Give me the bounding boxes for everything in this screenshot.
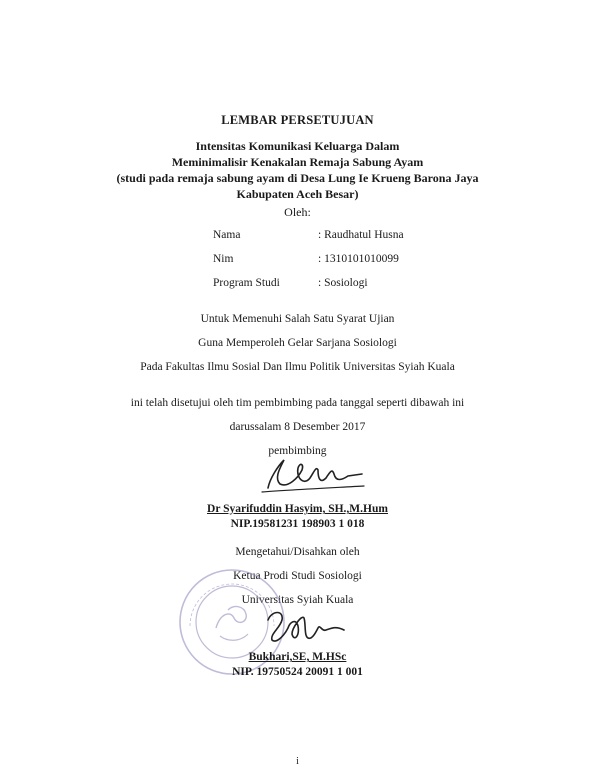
purpose-line-1: Untuk Memenuhi Salah Satu Syarat Ujian xyxy=(200,313,395,325)
field-value-nim: : 1310101010099 xyxy=(318,253,399,265)
field-label-nim: Nim xyxy=(213,253,234,265)
field-value-program-studi: : Sosiologi xyxy=(318,277,368,289)
acknowledgement-line-3: Universitas Syiah Kuala xyxy=(241,594,354,606)
oleh-label: Oleh: xyxy=(284,205,311,219)
supervisor-name: Dr Syarifuddin Hasyim, SH.,M.Hum xyxy=(207,503,388,515)
approval-statement: ini telah disetujui oleh tim pembimbing pada tanggal seperti dibawah ini xyxy=(130,397,465,409)
field-label-nama: Nama xyxy=(213,229,241,241)
acknowledgement-line-2: Ketua Prodi Studi Sosiologi xyxy=(233,570,362,582)
head-of-program-nip: NIP. 19750524 20091 1 001 xyxy=(232,666,363,678)
field-value-nama: : Raudhatul Husna xyxy=(318,229,404,241)
place-date: darussalam 8 Desember 2017 xyxy=(229,421,366,433)
supervisor-role: pembimbing xyxy=(268,445,327,457)
head-of-program-signature xyxy=(262,604,352,652)
acknowledgement-line-1: Mengetahui/Disahkan oleh xyxy=(235,546,360,558)
purpose-line-2: Guna Memperoleh Gelar Sarjana Sosiologi xyxy=(198,337,397,349)
supervisor-signature xyxy=(258,448,368,496)
thesis-title-line-3: (studi pada remaja sabung ayam di Desa Lung Ie Krueng Barona Jaya xyxy=(116,171,479,185)
field-label-program-studi: Program Studi xyxy=(213,277,280,289)
thesis-title-line-4: Kabupaten Aceh Besar) xyxy=(236,187,359,201)
thesis-title-line-1: Intensitas Komunikasi Keluarga Dalam xyxy=(195,139,400,153)
purpose-line-3: Pada Fakultas Ilmu Sosial Dan Ilmu Politik Universitas Syiah Kuala xyxy=(140,361,455,373)
thesis-title-line-2: Meminimalisir Kenakalan Remaja Sabung Ayam xyxy=(171,155,424,169)
head-of-program-name: Bukhari,SE, M.HSc xyxy=(248,651,347,663)
document-title: LEMBAR PERSETUJUAN xyxy=(221,113,374,127)
page-number: i xyxy=(296,756,299,767)
supervisor-nip: NIP.19581231 198903 1 018 xyxy=(230,518,365,530)
